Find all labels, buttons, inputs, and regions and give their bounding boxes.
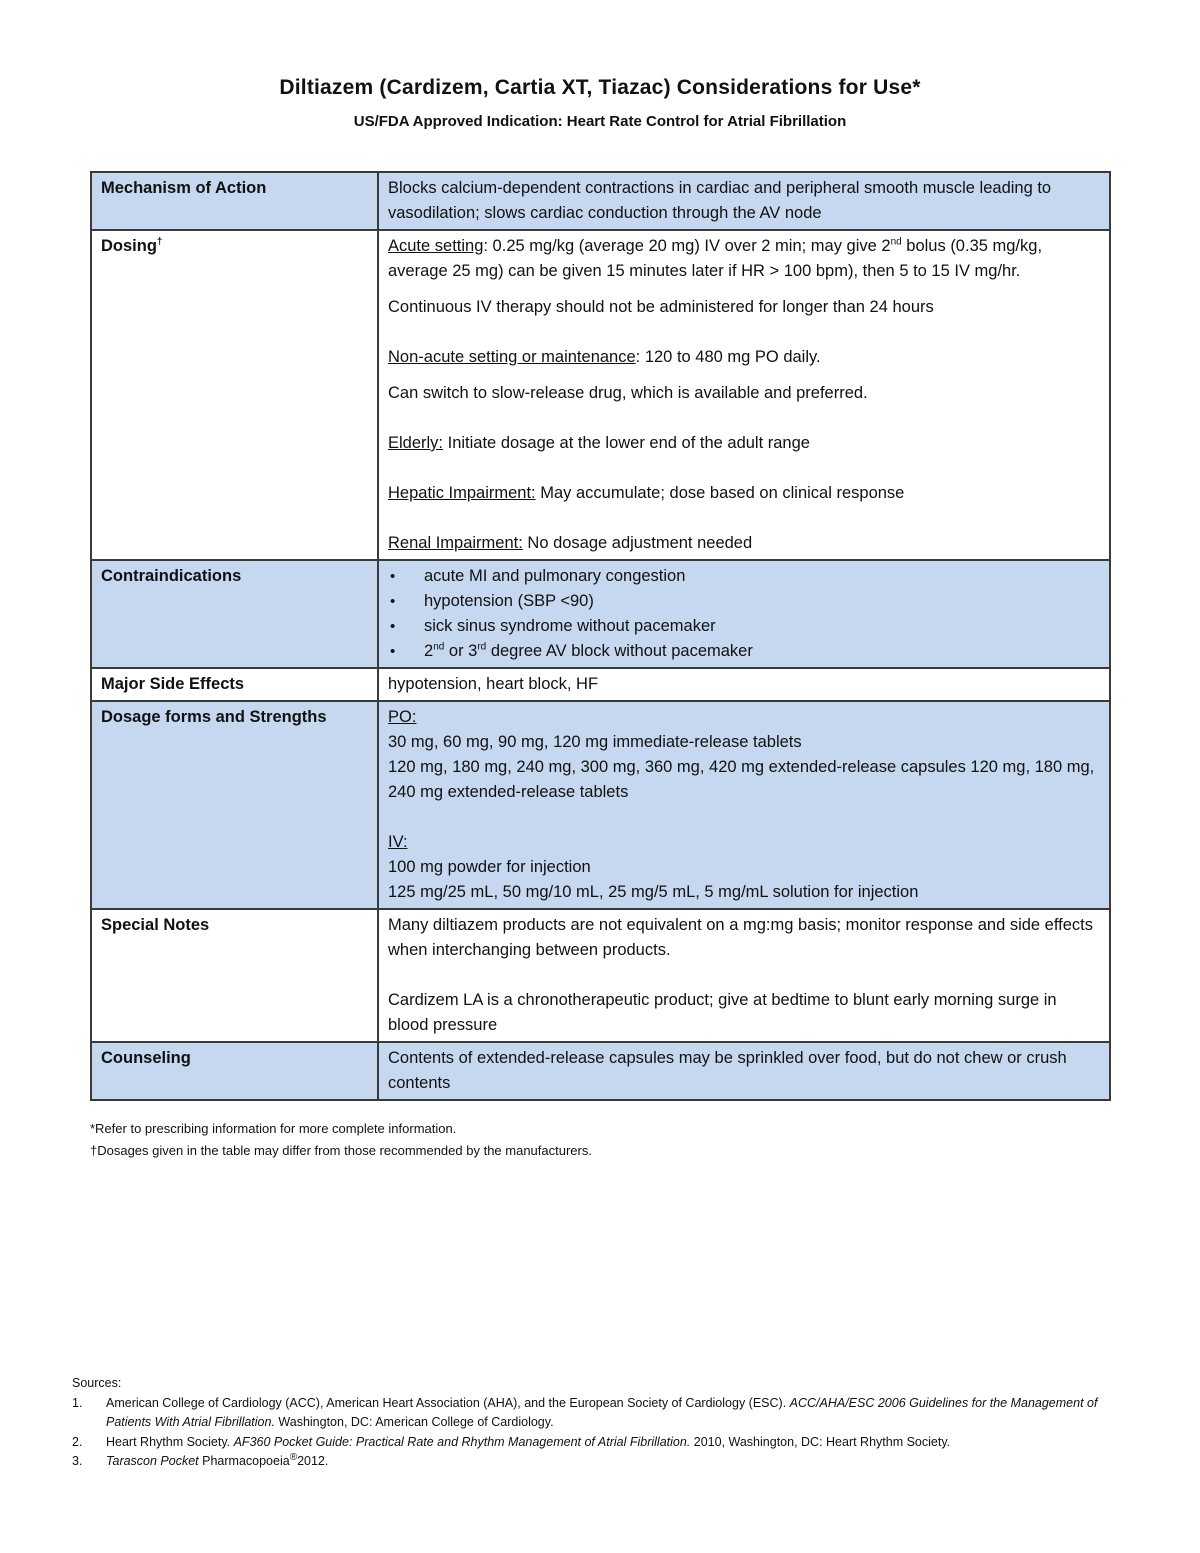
source-text: 2012. bbox=[297, 1454, 329, 1468]
considerations-table bbox=[90, 171, 1111, 1101]
footnotes bbox=[90, 1118, 592, 1162]
hepatic-text: May accumulate; dose based on clinical response bbox=[535, 484, 905, 502]
source-text: Pharmacopoeia bbox=[198, 1454, 290, 1468]
nonacute-heading: Non-acute setting or maintenance bbox=[388, 348, 636, 366]
iv-line-1: 100 mg powder for injection bbox=[388, 858, 591, 876]
contraindication-text: or 3 bbox=[444, 642, 478, 660]
special-notes-label: Special Notes bbox=[91, 909, 378, 1042]
contraindications-content bbox=[378, 560, 1110, 668]
side-effects-text: hypotension, heart block, HF bbox=[378, 668, 1110, 701]
contraindication-text: hypotension (SBP <90) bbox=[424, 592, 594, 610]
sources-heading: Sources: bbox=[72, 1376, 122, 1390]
po-line-1: 30 mg, 60 mg, 90 mg, 120 mg immediate-release tablets bbox=[388, 733, 802, 751]
ordinal-sup: rd bbox=[477, 641, 487, 653]
side-effects-label: Major Side Effects bbox=[91, 668, 378, 701]
source-item-2 bbox=[72, 1433, 1132, 1453]
dosage-forms-content bbox=[378, 701, 1110, 909]
elderly-paragraph bbox=[388, 431, 1100, 456]
source-text: Washington, DC: American College of Cardiology. bbox=[274, 1415, 554, 1429]
dosing-label-cell bbox=[91, 230, 378, 560]
list-item bbox=[388, 589, 1100, 614]
nonacute-text: : 120 to 480 mg PO daily. bbox=[635, 348, 821, 366]
acute-setting-sup: nd bbox=[890, 236, 902, 248]
contraindications-list bbox=[388, 564, 1100, 664]
special-notes-content bbox=[378, 909, 1110, 1042]
dosage-forms-label: Dosage forms and Strengths bbox=[91, 701, 378, 909]
document-title: Diltiazem (Cardizem, Cartia XT, Tiazac) Considerations for Use* bbox=[279, 76, 921, 99]
row-mechanism bbox=[91, 172, 1110, 230]
list-item bbox=[388, 614, 1100, 639]
mechanism-label: Mechanism of Action bbox=[91, 172, 378, 230]
acute-setting-paragraph bbox=[388, 234, 1100, 284]
contraindication-text: 2 bbox=[424, 642, 434, 660]
bullet-icon: • bbox=[390, 618, 396, 635]
footnote-1: *Refer to prescribing information for more complete information. bbox=[90, 1121, 457, 1136]
footnote-2: †Dosages given in the table may differ from those recommended by the manufacturers. bbox=[90, 1143, 592, 1158]
bullet-icon: • bbox=[390, 643, 396, 660]
bullet-icon: • bbox=[390, 593, 396, 610]
source-number: 1. bbox=[72, 1395, 83, 1410]
row-counseling bbox=[91, 1042, 1110, 1100]
row-dosing bbox=[91, 230, 1110, 560]
ordinal-sup: nd bbox=[433, 641, 445, 653]
renal-paragraph bbox=[388, 531, 1100, 556]
source-number: 3. bbox=[72, 1454, 83, 1468]
contraindication-text: degree AV block without pacemaker bbox=[486, 642, 753, 660]
document-subtitle: US/FDA Approved Indication: Heart Rate Control for Atrial Fibrillation bbox=[353, 113, 847, 130]
counseling-label: Counseling bbox=[91, 1042, 378, 1100]
registered-mark: ® bbox=[289, 1451, 298, 1463]
contraindication-text: acute MI and pulmonary congestion bbox=[424, 567, 686, 585]
contraindication-text: sick sinus syndrome without pacemaker bbox=[424, 617, 716, 635]
source-title: AF360 Pocket Guide: Practical Rate and Rhythm Management of Atrial Fibrillation. bbox=[233, 1434, 691, 1449]
contraindications-label: Contraindications bbox=[91, 560, 378, 668]
list-item bbox=[388, 564, 1100, 589]
iv-line-2: 125 mg/25 mL, 50 mg/10 mL, 25 mg/5 mL, 5 mg/mL solution for injection bbox=[388, 883, 919, 901]
special-notes-text-1: Many diltiazem products are not equivalent on a mg:mg basis; monitor response and side effects when interchanging between products. bbox=[388, 916, 1093, 959]
sources-section bbox=[72, 1374, 1132, 1472]
dosing-content bbox=[378, 230, 1110, 560]
acute-setting-heading: Acute setting bbox=[388, 237, 484, 255]
hepatic-heading: Hepatic Impairment: bbox=[388, 484, 536, 502]
renal-text: No dosage adjustment needed bbox=[522, 534, 753, 552]
source-text: American College of Cardiology (ACC), American Heart Association (AHA), and the European Society of Cardiology (ESC). bbox=[106, 1395, 790, 1410]
source-title: ACC/AHA/ESC 2006 Guidelines for the Management of Patients With Atrial Fibrillation. bbox=[106, 1395, 1098, 1429]
source-text: Heart Rhythm Society. bbox=[106, 1434, 234, 1449]
nonacute-paragraph bbox=[388, 345, 1100, 370]
source-title: Tarascon Pocket bbox=[106, 1454, 199, 1468]
dosing-dagger: † bbox=[156, 236, 163, 248]
dosing-label: Dosing bbox=[101, 237, 157, 255]
special-notes-text-2: Cardizem LA is a chronotherapeutic product; give at bedtime to blunt early morning surge in blood pressure bbox=[388, 991, 1057, 1034]
source-item-3 bbox=[72, 1452, 1132, 1472]
row-dosage-forms bbox=[91, 701, 1110, 909]
bullet-icon: • bbox=[390, 568, 396, 585]
hepatic-paragraph bbox=[388, 481, 1100, 506]
source-text: 2010, Washington, DC: Heart Rhythm Society. bbox=[690, 1434, 951, 1449]
iv-heading: IV: bbox=[388, 833, 408, 851]
po-line-2: 120 mg, 180 mg, 240 mg, 300 mg, 360 mg, 420 mg extended-release capsules 120 mg, 180 mg, 240 mg extended-release tablets bbox=[388, 758, 1095, 801]
row-side-effects bbox=[91, 668, 1110, 701]
row-special-notes bbox=[91, 909, 1110, 1042]
source-item-1 bbox=[72, 1394, 1132, 1433]
elderly-text: Initiate dosage at the lower end of the adult range bbox=[443, 434, 810, 452]
row-contraindications bbox=[91, 560, 1110, 668]
po-heading: PO: bbox=[388, 708, 417, 726]
acute-setting-text-1: : 0.25 mg/kg (average 20 mg) IV over 2 min; may give 2 bbox=[483, 237, 891, 255]
list-item bbox=[388, 639, 1100, 664]
acute-setting-text-2: bolus (0.35 mg/kg, average 25 mg) can be given 15 minutes later if HR > 100 bpm), then 5 to 15 IV mg/hr. bbox=[388, 237, 1043, 280]
continuous-iv-note: Continuous IV therapy should not be administered for longer than 24 hours bbox=[388, 298, 934, 316]
elderly-heading: Elderly: bbox=[388, 434, 444, 452]
source-number: 2. bbox=[72, 1434, 83, 1449]
mechanism-text: Blocks calcium-dependent contractions in cardiac and peripheral smooth muscle leading to vasodilation; slows cardiac conduction through the AV node bbox=[378, 172, 1110, 230]
slow-release-note: Can switch to slow-release drug, which is available and preferred. bbox=[388, 384, 868, 402]
renal-heading: Renal Impairment: bbox=[388, 534, 523, 552]
counseling-text: Contents of extended-release capsules may be sprinkled over food, but do not chew or crush contents bbox=[378, 1042, 1110, 1100]
